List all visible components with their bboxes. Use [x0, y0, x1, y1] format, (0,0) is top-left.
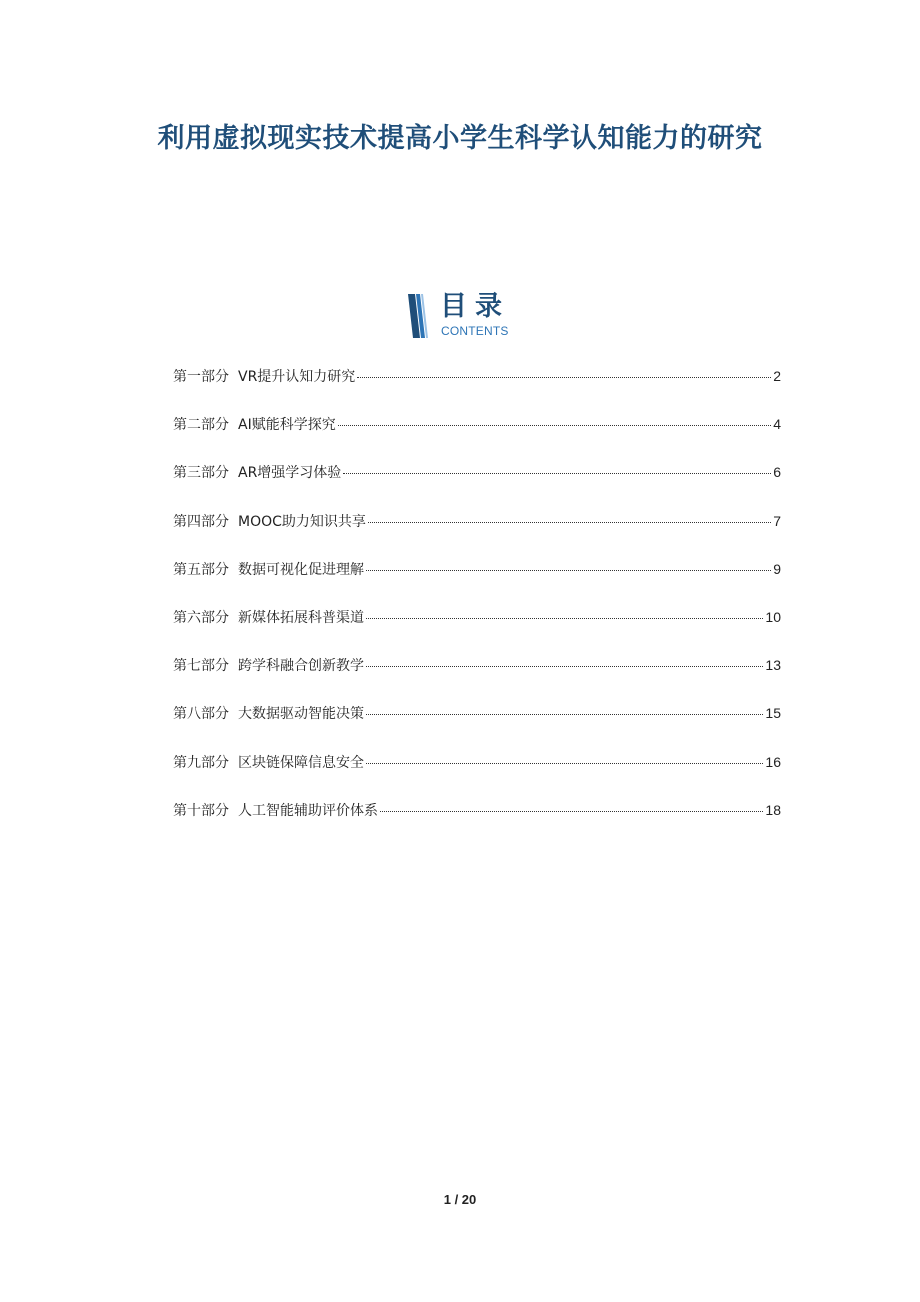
toc-entry-part: 第八部分: [173, 706, 229, 723]
toc-entry[interactable]: [173, 752, 781, 800]
toc-entry-part: 第三部分: [173, 465, 229, 482]
toc-dot-leader: [366, 618, 763, 619]
toc-dot-leader: [357, 377, 771, 378]
toc-entry-title: 大数据驱动智能决策: [238, 706, 364, 723]
toc-entry-label: [173, 366, 355, 386]
toc-entry-title: AR增强学习体验: [238, 465, 342, 482]
toc-dot-leader: [366, 714, 763, 715]
toc-entry-page: 16: [765, 753, 781, 770]
toc-dot-leader: [368, 522, 771, 523]
toc-entry-page: 2: [773, 368, 781, 384]
toc-dot-leader: [366, 763, 763, 764]
toc-entry-label: [173, 511, 366, 531]
toc-entry-page: 4: [773, 416, 781, 433]
toc-entry[interactable]: [173, 511, 781, 559]
toc-entry-part: 第四部分: [173, 513, 229, 530]
toc-entry-part: 第十部分: [173, 802, 229, 819]
toc-entry-title: 新媒体拓展科普渠道: [238, 609, 364, 626]
toc-dot-leader: [338, 425, 771, 426]
toc-entry-title: 人工智能辅助评价体系: [238, 802, 378, 819]
toc-entry[interactable]: [173, 462, 781, 510]
page-number: 1 / 20: [443, 1192, 477, 1207]
toc-entry[interactable]: [173, 607, 781, 655]
toc-entry-label: [173, 607, 364, 627]
toc-heading-subtitle: CONTENTS: [441, 324, 509, 338]
toc-entry[interactable]: [173, 414, 781, 462]
toc-entry-label: [173, 800, 378, 820]
toc-entry-page: 10: [765, 608, 781, 625]
toc-entry[interactable]: [173, 800, 781, 848]
toc-entry-page: 6: [773, 464, 781, 481]
toc-dot-leader: [366, 570, 771, 571]
toc-entry-label: [173, 559, 364, 579]
toc-entry-label: [173, 414, 336, 434]
toc-entry-title: VR提升认知力研究: [238, 369, 356, 385]
toc-entry-page: 15: [765, 705, 781, 722]
toc-entry-part: 第七部分: [173, 658, 229, 675]
toc-entry-label: [173, 655, 364, 675]
toc-entry[interactable]: [173, 703, 781, 751]
toc-entry[interactable]: [173, 655, 781, 703]
toc-heading-title: 目录: [440, 291, 510, 322]
toc-dot-leader: [380, 811, 763, 812]
toc-entry-page: 13: [765, 657, 781, 674]
toc-entry-label: [173, 462, 341, 482]
toc-entry[interactable]: [173, 559, 781, 607]
toc-entry-part: 第五部分: [173, 561, 229, 578]
table-of-contents: [173, 366, 781, 848]
toc-entry-title: 区块链保障信息安全: [238, 754, 364, 771]
toc-heading: [406, 292, 526, 342]
toc-entry[interactable]: [173, 366, 781, 414]
toc-dot-leader: [343, 473, 771, 474]
toc-entry-label: [173, 703, 364, 723]
toc-entry-part: 第一部分: [173, 369, 229, 385]
toc-entry-part: 第二部分: [173, 417, 229, 434]
contents-logo-icon: [406, 294, 432, 338]
document-title: 利用虚拟现实技术提高小学生科学认知能力的研究: [157, 123, 763, 154]
toc-entry-part: 第六部分: [173, 609, 229, 626]
toc-entry-page: 9: [773, 560, 781, 577]
toc-entry-title: 跨学科融合创新教学: [238, 658, 364, 675]
toc-entry-page: 18: [765, 801, 781, 818]
toc-dot-leader: [366, 666, 763, 667]
toc-entry-page: 7: [773, 512, 781, 529]
toc-entry-title: 数据可视化促进理解: [238, 561, 364, 578]
toc-entry-title: AI赋能科学探究: [238, 417, 336, 434]
toc-entry-label: [173, 752, 364, 772]
toc-entry-part: 第九部分: [173, 754, 229, 771]
toc-entry-title: MOOC助力知识共享: [238, 513, 366, 530]
